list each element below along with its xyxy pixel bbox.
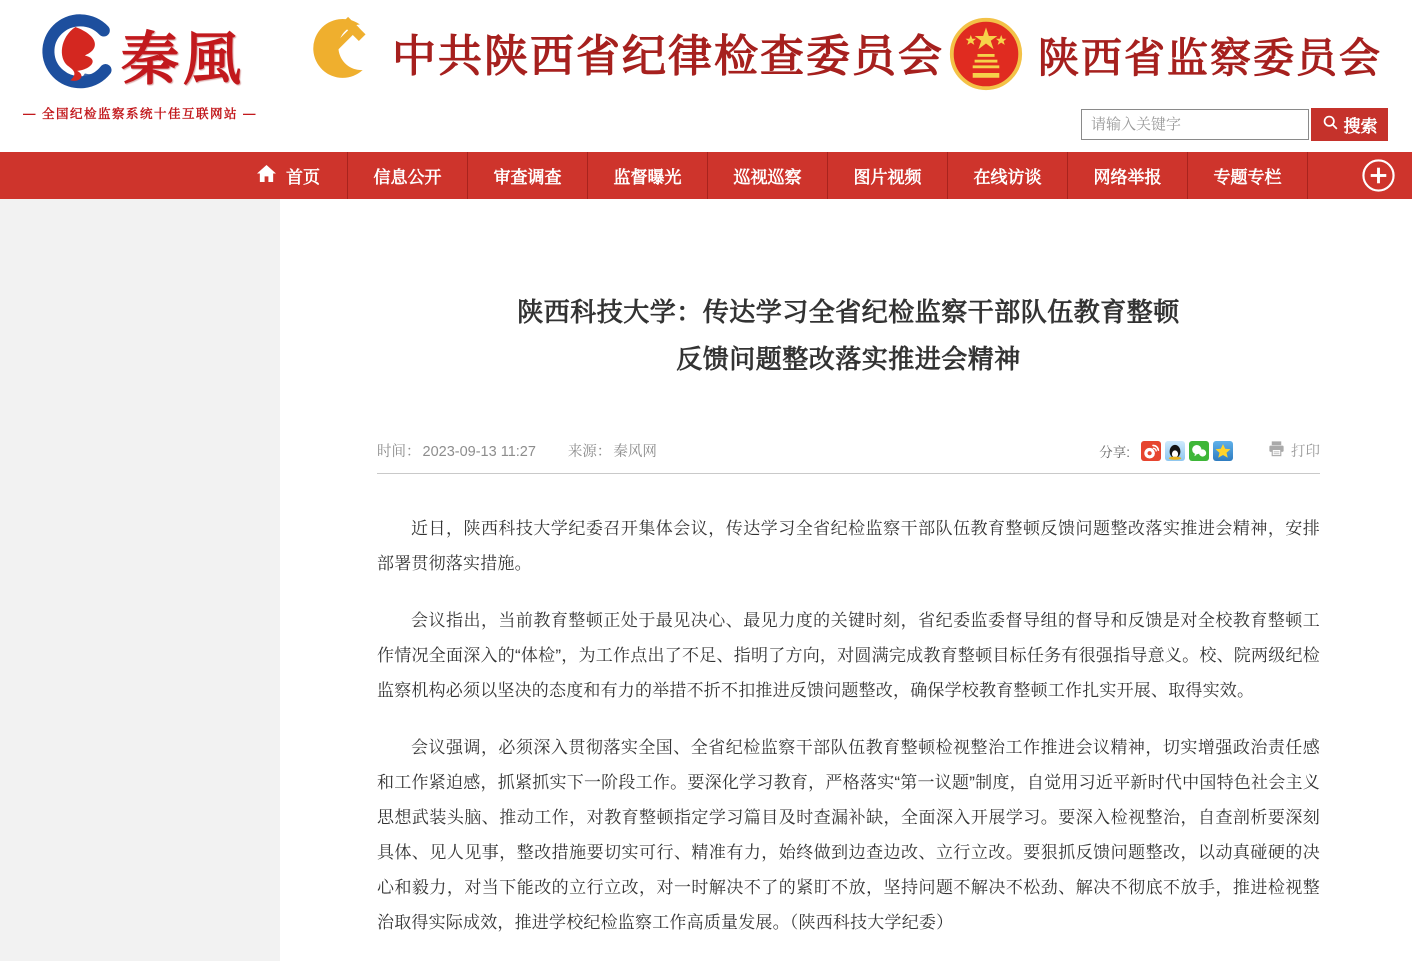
qzone-share-icon[interactable] [1213, 441, 1233, 461]
nav-item-special-columns[interactable] [1188, 152, 1308, 199]
nav-item-label: 监督曝光 [613, 168, 682, 187]
search-button-label: 搜索 [1343, 117, 1378, 136]
nav-item-label: 专题专栏 [1213, 168, 1282, 187]
article-title [377, 289, 1320, 383]
plus-icon[interactable] [1361, 152, 1396, 199]
nav-spacer [0, 152, 228, 199]
time-value: 2023-09-13 11:27 [422, 444, 536, 460]
nav-item-label: 在线访谈 [973, 168, 1042, 187]
supervision-commission-banner [948, 16, 1382, 92]
supervision-commission-name: 陕西省监察委员会 [1038, 34, 1382, 81]
site-logo[interactable] [6, 12, 274, 122]
nav-item-supervision-exposure[interactable] [588, 152, 708, 199]
qq-share-icon[interactable] [1165, 441, 1185, 461]
home-icon [256, 164, 277, 188]
nav-item-label: 图片视频 [853, 168, 922, 187]
article-title-line2: 反馈问题整改落实推进会精神 [676, 344, 1021, 374]
main-area [0, 199, 1412, 961]
nav-item-online-interview[interactable] [948, 152, 1068, 199]
weibo-share-icon[interactable] [1141, 441, 1161, 461]
nav-item-info-disclosure[interactable] [348, 152, 468, 199]
main-nav [0, 152, 1412, 199]
nav-item-home[interactable] [228, 152, 348, 199]
print-button[interactable] [1267, 439, 1320, 462]
article [280, 199, 1412, 961]
nav-item-label: 网络举报 [1093, 168, 1162, 187]
search-button[interactable] [1311, 108, 1388, 141]
left-gutter [0, 199, 280, 961]
source-value: 秦风网 [613, 444, 657, 460]
site-header [0, 0, 1412, 152]
nav-item-review-investigation[interactable] [468, 152, 588, 199]
nav-item-label: 审查调查 [493, 168, 562, 187]
search-input[interactable] [1081, 109, 1309, 140]
nav-item-photo-video[interactable] [828, 152, 948, 199]
printer-icon [1267, 439, 1286, 462]
national-emblem-icon [948, 16, 1024, 92]
site-logo-text: 秦風 [120, 27, 245, 92]
source-label: 来源： [567, 444, 612, 460]
share-label: 分享: [1099, 444, 1130, 460]
wechat-share-icon[interactable] [1189, 441, 1209, 461]
party-emblem-icon [300, 14, 376, 90]
nav-item-label: 首页 [286, 168, 320, 187]
search-icon [1322, 114, 1339, 136]
discipline-commission-banner [300, 14, 944, 90]
search-bar [1081, 108, 1388, 141]
article-title-line1: 陕西科技大学：传达学习全省纪检监察干部队伍教育整顿 [517, 297, 1180, 327]
article-paragraph-3: 会议强调，必须深入贯彻落实全国、全省纪检监察干部队伍教育整顿检视整治工作推进会议精神，切实增强政治责任感和工作紧迫感，抓紧抓实下一阶段工作。要深化学习教育，严格落实“第一议题”制度，自觉用习近平新时代中国特色社会主义思想武装头脑、推动工作，对教育整顿指定学习篇目及时查漏补缺，全面深入开展学习。要深入检视整治，自查剖析要深刻具体、见人见事，整改措施要切实可行、精准有力，始终做到边查边改、立行立改。要狠抓反馈问题整改，以动真碰硬的决心和毅力，对当下能改的立行立改，对一时解决不了的紧盯不放，坚持问题不解决不松劲、解决不彻底不放手，推进检视整治取得实际成效，推进学校纪检监察工作高质量发展。（陕西科技大学纪委） [377, 738, 1320, 932]
article-paragraph-1: 近日，陕西科技大学纪委召开集体会议，传达学习全省纪检监察干部队伍教育整顿反馈问题整改落实推进会精神，安排部署贯彻落实措施。 [377, 519, 1320, 573]
article-body [377, 511, 1320, 940]
time-label: 时间： [377, 444, 421, 460]
nav-item-inspection-tour[interactable] [708, 152, 828, 199]
article-meta [377, 440, 659, 461]
site-logo-subtitle: — 全国纪检监察系统十佳互联网站 — [23, 107, 257, 121]
nav-item-label: 巡视巡察 [733, 168, 802, 187]
article-paragraph-2: 会议指出，当前教育整顿正处于最见决心、最见力度的关键时刻，省纪委监委督导组的督导和反馈是对全校教育整顿工作情况全面深入的“体检”，为工作点出了不足、指明了方向，对圆满完成教育整顿目标任务有很强指导意义。校、院两级纪检监察机构必须以坚决的态度和有力的举措不折不扣推进反馈问题整改，确保学校教育整顿工作扎实开展、取得实效。 [377, 611, 1320, 700]
share-bar [1099, 439, 1320, 462]
nav-item-label: 信息公开 [373, 168, 442, 187]
print-label: 打印 [1291, 444, 1320, 460]
article-meta-row [377, 439, 1320, 474]
discipline-commission-name: 中共陕西省纪律检查委员会 [392, 32, 944, 81]
nav-item-online-report[interactable] [1068, 152, 1188, 199]
qinfeng-logo-icon [35, 13, 121, 96]
